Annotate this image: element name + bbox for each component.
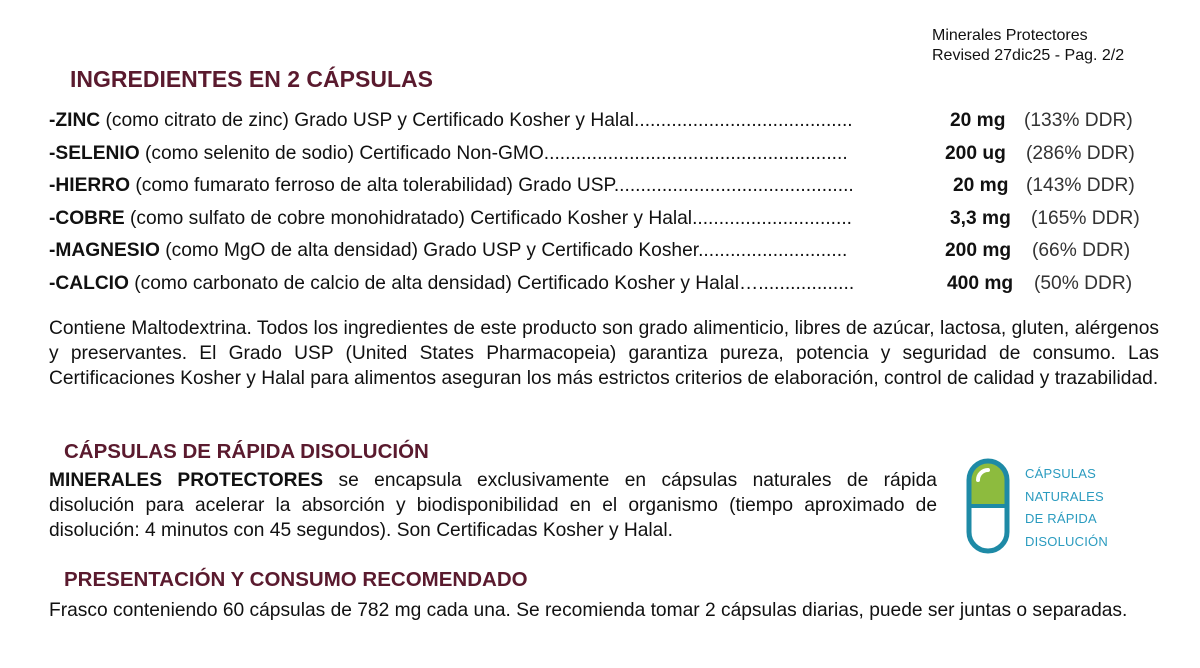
capsule-badge: [966, 458, 1166, 554]
ingredient-ddr: (133% DDR): [1024, 110, 1133, 131]
ingredient-amount: 400 mg: [947, 272, 1014, 294]
ingredient-desc: (como citrato de zinc) Grado USP y Certificado Kosher y Halal.........................................: [100, 110, 853, 131]
ingredient-amount: 20 mg: [950, 110, 1006, 131]
ingredient-row: [49, 238, 1169, 271]
ingredient-name: -CALCIO: [49, 272, 129, 294]
ingredient-amount: 3,3 mg: [950, 207, 1011, 229]
ingredient-name: -HIERRO: [49, 175, 131, 197]
badge-line: CÁPSULAS: [1025, 466, 1096, 481]
ingredient-row: [49, 108, 1169, 141]
ingredient-amount: 200 mg: [945, 240, 1012, 262]
page-header-meta: [932, 26, 1124, 66]
ingredient-name: -MAGNESIO: [49, 240, 160, 262]
presentation-paragraph: Frasco conteniendo 60 cápsulas de 782 mg cada una. Se recomienda tomar 2 cápsulas diarias, puede ser juntas o separadas.: [49, 600, 1128, 621]
ingredient-desc: (como selenito de sodio) Certificado Non-GMO.........................................................: [139, 142, 848, 164]
ingredient-desc: (como fumarato ferroso de alta tolerabilidad) Grado USP.............................................: [130, 175, 854, 197]
ingredient-row: [49, 173, 1169, 206]
ingredient-ddr: (50% DDR): [1034, 272, 1133, 294]
ingredient-amount: 200 ug: [945, 142, 1006, 164]
revision-info: Revised 27dic25 - Pag. 2/2: [932, 47, 1125, 64]
capsules-title: CÁPSULAS DE RÁPIDA DISOLUCIÓN: [64, 440, 429, 463]
ingredient-ddr: (143% DDR): [1026, 175, 1135, 197]
capsules-text: se encapsula exclusivamente en cápsulas naturales de rápida disolución para acelerar la absorción y biodisponibilidad en el organismo (tiempo aproximado de disolución: 4 minutos con 45 segundos). Son Certificadas Kosher y Halal.: [49, 470, 937, 541]
presentation-title: PRESENTACIÓN Y CONSUMO RECOMENDADO: [64, 568, 528, 591]
ingredient-row: [49, 271, 1169, 304]
ingredient-desc: (como sulfato de cobre monohidratado) Certificado Kosher y Halal..............................: [124, 207, 852, 229]
ingredient-row: [49, 206, 1169, 239]
capsule-badge-text: [1025, 463, 1108, 553]
ingredient-name: -COBRE: [49, 207, 125, 229]
ingredient-row: [49, 141, 1169, 174]
badge-line: DE RÁPIDA: [1025, 511, 1097, 526]
ingredient-amount: 20 mg: [953, 175, 1009, 197]
capsules-paragraph: [49, 468, 937, 543]
product-name: Minerales Protectores: [932, 27, 1088, 44]
ingredient-ddr: (66% DDR): [1032, 240, 1131, 262]
badge-line: DISOLUCIÓN: [1025, 533, 1108, 549]
ingredients-title: INGREDIENTES EN 2 CÁPSULAS: [70, 66, 433, 92]
ingredient-name: -SELENIO: [49, 142, 140, 164]
ingredient-ddr: (165% DDR): [1031, 207, 1140, 229]
ingredient-desc: (como carbonato de calcio de alta densidad) Certificado Kosher y Halal…..................: [128, 272, 855, 294]
badge-line: NATURALES: [1025, 488, 1104, 504]
ingredient-desc: (como MgO de alta densidad) Grado USP y Certificado Kosher............................: [159, 240, 848, 262]
product-brand: MINERALES PROTECTORES: [49, 470, 324, 491]
contains-paragraph: Contiene Maltodextrina. Todos los ingredientes de este producto son grado alimenticio, libres de azúcar, lactosa, gluten, alérgenos y preservantes. El Grado USP (United States Pharmacopeia) garantiza pureza, potencia y seguridad de consumo. Las Certificaciones Kosher y Halal para alimentos aseguran los más estrictos criterios de elaboración, control de calidad y trazabilidad.: [49, 318, 1159, 389]
ingredient-name: -ZINC: [49, 110, 101, 131]
ingredients-list: [49, 108, 1169, 304]
capsule-icon: [966, 458, 1010, 554]
ingredient-ddr: (286% DDR): [1026, 142, 1135, 164]
